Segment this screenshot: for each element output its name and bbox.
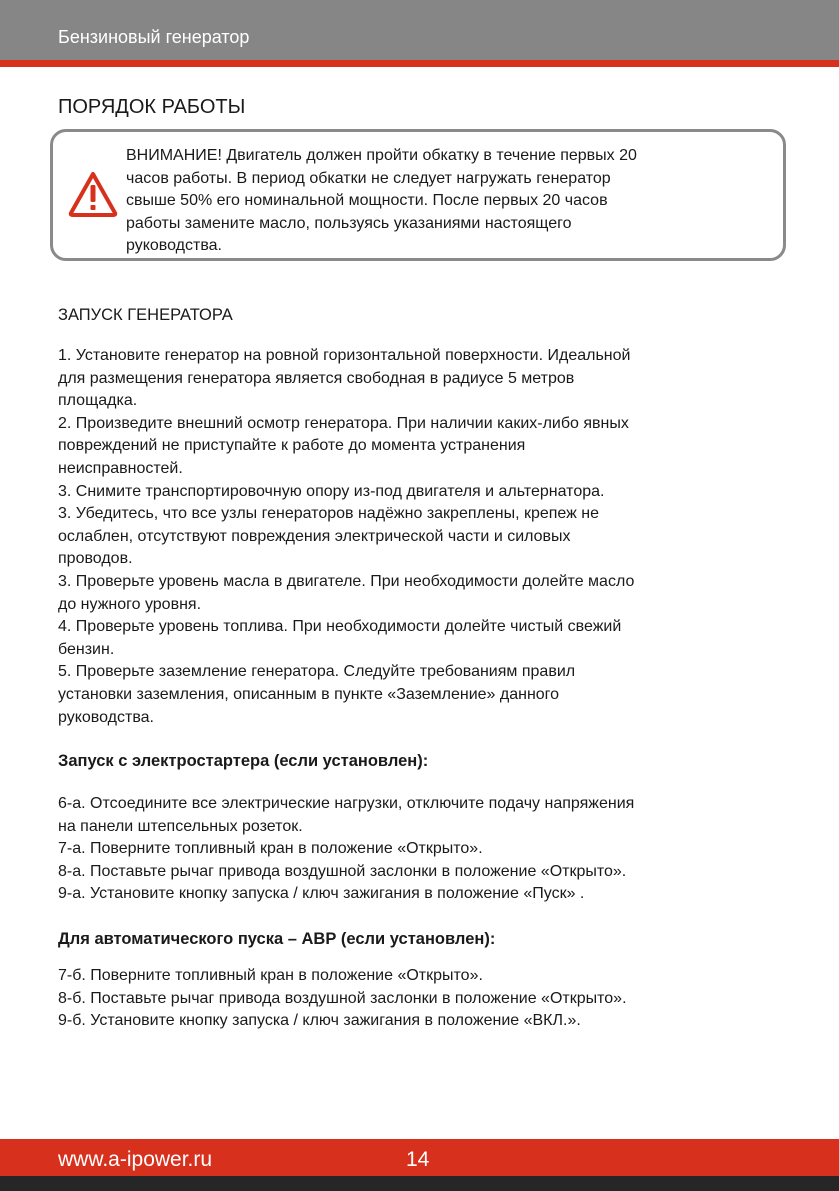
start-steps <box>58 345 788 729</box>
step-line: 2. Произведите внешний осмотр генератора. При наличии каких-либо явных <box>58 414 629 432</box>
step-line: для размещения генератора является свободная в радиусе 5 метров <box>58 369 575 387</box>
page-header <box>0 0 839 60</box>
start-section-title: ЗАПУСК ГЕНЕРАТОРА <box>58 306 233 324</box>
section-title: ПОРЯДОК РАБОТЫ <box>58 96 246 118</box>
warning-triangle-icon <box>67 170 119 218</box>
warning-line: свыше 50% его номинальной мощности. После первых 20 часов <box>126 192 608 209</box>
step-line: руководства. <box>58 708 154 726</box>
step-line: 3. Проверьте уровень масла в двигателе. При необходимости долейте масло <box>58 572 635 590</box>
step-line: 8-а. Поставьте рычаг привода воздушной заслонки в положение «Открыто». <box>58 862 627 880</box>
warning-text <box>126 145 766 258</box>
electric-start-steps <box>58 793 788 906</box>
footer-url: www.a-ipower.ru <box>58 1148 213 1171</box>
step-line: неисправностей. <box>58 459 183 477</box>
warning-line: работы замените масло, пользуясь указаниями настоящего <box>126 214 572 232</box>
step-line: 9-б. Установите кнопку запуска / ключ зажигания в положение «ВКЛ.». <box>58 1012 581 1030</box>
step-line: ослаблен, отсутствуют повреждения электрической части и силовых <box>58 527 571 545</box>
step-line: 7-а. Поверните топливный кран в положение «Открыто». <box>58 840 483 858</box>
step-line: повреждений не приступайте к работе до момента устранения <box>58 437 526 455</box>
step-line: 1. Установите генератор на ровной горизонтальной поверхности. Идеальной <box>58 347 631 364</box>
warning-line: руководства. <box>126 237 222 254</box>
warning-line: ВНИМАНИЕ! Двигатель должен пройти обкатку в течение первых 20 <box>126 147 637 164</box>
warning-box <box>50 129 786 261</box>
step-line: 5. Проверьте заземление генератора. Следуйте требованиям правил <box>58 663 576 681</box>
page-number: 14 <box>406 1148 430 1171</box>
auto-start-steps <box>58 965 788 1033</box>
warning-line: часов работы. В период обкатки не следует нагружать генератор <box>126 169 611 187</box>
auto-start-title: Для автоматического пуска – АВР (если установлен): <box>58 930 496 948</box>
step-line: до нужного уровня. <box>58 595 202 613</box>
electric-start-title: Запуск с электростартера (если установлен): <box>58 752 429 770</box>
step-line: установки заземления, описанным в пункте «Заземление» данного <box>58 685 560 703</box>
step-line: 3. Убедитесь, что все узлы генераторов надёжно закреплены, крепеж не <box>58 505 600 523</box>
step-line: 4. Проверьте уровень топлива. При необходимости долейте чистый свежий <box>58 618 622 636</box>
step-line: 6-а. Отсоедините все электрические нагрузки, отключите подачу напряжения <box>58 795 635 812</box>
step-line: проводов. <box>58 550 133 568</box>
step-line: 7-б. Поверните топливный кран в положение «Открыто». <box>58 967 483 984</box>
step-line: бензин. <box>58 640 115 658</box>
header-title: Бензиновый генератор <box>58 27 250 47</box>
step-line: 3. Снимите транспортировочную опору из-под двигателя и альтернатора. <box>58 482 605 500</box>
step-line: площадка. <box>58 392 138 410</box>
step-line: на панели штепсельных розеток. <box>58 817 303 835</box>
step-line: 8-б. Поставьте рычаг привода воздушной заслонки в положение «Открыто». <box>58 989 627 1007</box>
footer-bottom-strip <box>0 1176 839 1191</box>
header-accent-stripe <box>0 60 839 67</box>
step-line: 9-а. Установите кнопку запуска / ключ зажигания в положение «Пуск» . <box>58 885 585 903</box>
